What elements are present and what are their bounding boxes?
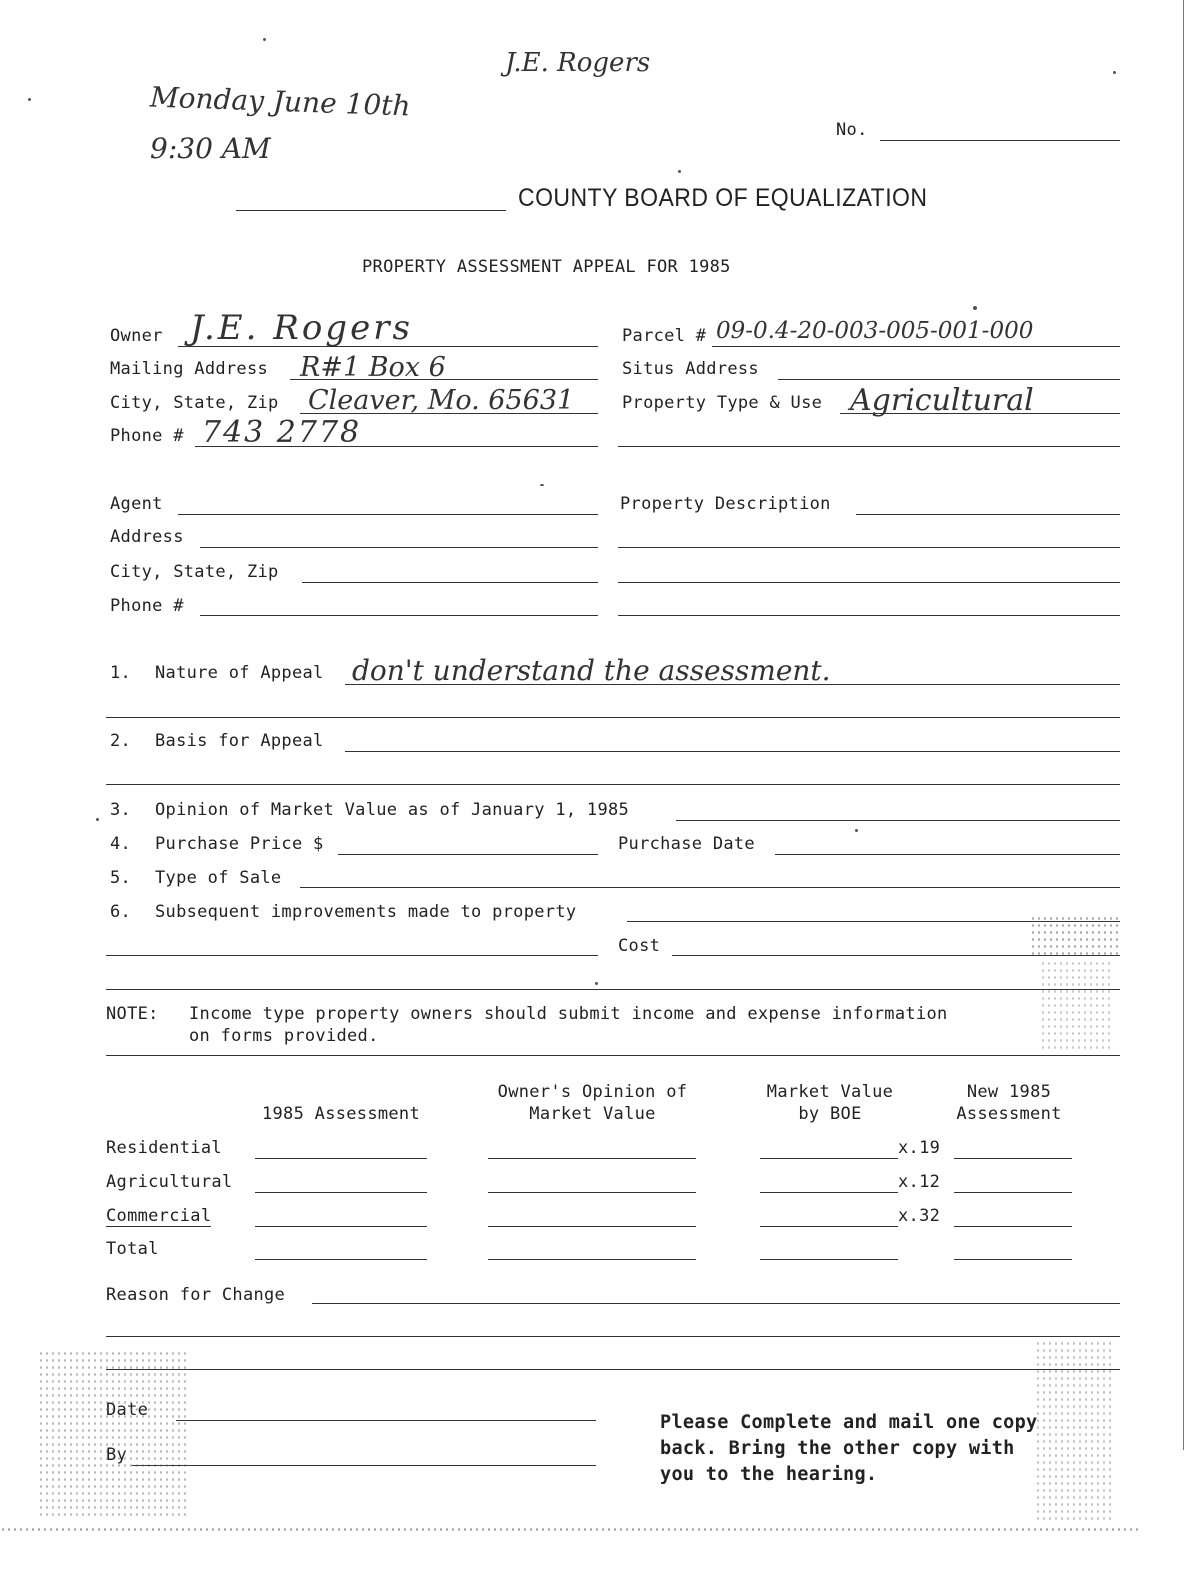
phone-value: 743 2778 <box>202 415 362 450</box>
handwritten-date: Monday June 10th <box>149 80 412 123</box>
description-line-2 <box>618 547 1120 548</box>
type-value: Agricultural <box>850 383 1034 418</box>
note-line-2: on forms provided. <box>189 1026 379 1046</box>
board-title: COUNTY BOARD OF EQUALIZATION <box>518 184 928 212</box>
speck <box>1113 71 1116 74</box>
factor-residential: x.19 <box>898 1138 941 1158</box>
type-line-2 <box>618 446 1120 447</box>
purchase-date-line <box>775 854 1120 855</box>
cell-line <box>488 1259 696 1260</box>
mailing-label: Mailing Address <box>110 359 269 379</box>
item-6-number: 6. <box>110 902 132 922</box>
by-label: By <box>106 1445 128 1465</box>
basis-line <box>345 751 1120 752</box>
note-line-1: Income type property owners should submit income and expense information <box>189 1004 948 1024</box>
col-boe-value-2: by BOE <box>798 1104 862 1124</box>
cell-line <box>954 1158 1072 1159</box>
agent-label: Agent <box>110 494 163 514</box>
nature-line-2 <box>106 717 1120 718</box>
note-label: NOTE: <box>106 1004 159 1024</box>
separator-line <box>106 989 1120 990</box>
row-agricultural: Agricultural <box>106 1172 233 1192</box>
col-new-assessment-2: Assessment <box>956 1104 1062 1124</box>
basis-label: Basis for Appeal <box>155 731 324 751</box>
scan-noise-edge <box>0 1526 1140 1534</box>
agent-address-label: Address <box>110 527 184 547</box>
owner-line <box>178 346 598 347</box>
cell-line <box>760 1158 898 1159</box>
parcel-label: Parcel # <box>622 326 707 346</box>
sale-type-label: Type of Sale <box>155 868 282 888</box>
date-line <box>176 1420 596 1421</box>
situs-label: Situs Address <box>622 359 759 379</box>
description-line-4 <box>618 615 1120 616</box>
form-subtitle: PROPERTY ASSESSMENT APPEAL FOR 1985 <box>362 257 731 277</box>
cell-line <box>255 1226 427 1227</box>
number-label: No. <box>836 120 868 140</box>
item-2-number: 2. <box>110 731 132 751</box>
mailing-line <box>290 379 598 380</box>
situs-line <box>778 379 1120 380</box>
purchase-price-line <box>338 854 598 855</box>
cell-line <box>488 1226 696 1227</box>
city-line <box>300 413 598 414</box>
item-3-number: 3. <box>110 800 132 820</box>
improvements-label: Subsequent improvements made to property <box>155 902 577 922</box>
col-new-assessment-1: New 1985 <box>966 1082 1052 1102</box>
scan-noise <box>1035 1340 1115 1520</box>
description-line-1 <box>856 514 1120 515</box>
property-description-label: Property Description <box>620 494 831 514</box>
owner-value: J.E. Rogers <box>190 308 413 348</box>
speck <box>263 38 266 41</box>
cell-line <box>954 1226 1072 1227</box>
reason-label: Reason for Change <box>106 1285 286 1305</box>
reason-line-3 <box>106 1369 1120 1370</box>
handwritten-time: 9:30 AM <box>150 132 271 165</box>
city-value: Cleaver, Mo. 65631 <box>308 385 575 416</box>
city-label: City, State, Zip <box>110 393 279 413</box>
purchase-date-label: Purchase Date <box>618 834 755 854</box>
agent-phone-line <box>200 615 598 616</box>
col-owner-opinion-2: Market Value <box>529 1104 656 1124</box>
speck <box>28 98 31 101</box>
cell-line <box>255 1192 427 1193</box>
reason-line-1 <box>312 1303 1120 1304</box>
owner-label: Owner <box>110 326 163 346</box>
by-line <box>132 1465 596 1466</box>
opinion-line <box>676 820 1120 821</box>
note-separator <box>106 1055 1120 1056</box>
col-boe-value-1: Market Value <box>766 1082 894 1102</box>
handwritten-name: J.E. Rogers <box>505 48 651 78</box>
cell-line <box>488 1192 696 1193</box>
mail-instruction-line-1: Please Complete and mail one copy <box>660 1412 1038 1433</box>
opinion-label: Opinion of Market Value as of January 1, 1985 <box>155 800 630 820</box>
nature-value: don't understand the assessment. <box>352 654 831 687</box>
type-label: Property Type & Use <box>622 393 823 413</box>
col-owner-opinion-1: Owner's Opinion of <box>497 1082 688 1102</box>
number-line <box>880 140 1120 141</box>
nature-label: Nature of Appeal <box>155 663 324 683</box>
agent-city-label: City, State, Zip <box>110 562 279 582</box>
factor-agricultural: x.12 <box>898 1172 941 1192</box>
row-total: Total <box>106 1239 159 1259</box>
cell-line <box>760 1226 898 1227</box>
type-line <box>840 413 1120 414</box>
cost-line <box>672 955 1120 956</box>
cell-line <box>760 1259 898 1260</box>
county-line <box>236 210 506 211</box>
cell-line <box>954 1192 1072 1193</box>
description-line-3 <box>618 582 1120 583</box>
purchase-price-label: Purchase Price $ <box>155 834 324 854</box>
speck <box>595 982 598 985</box>
speck <box>855 829 858 832</box>
col-1985-assessment: 1985 Assessment <box>261 1104 421 1124</box>
item-5-number: 5. <box>110 868 132 888</box>
row-commercial: Commercial <box>106 1206 212 1226</box>
parcel-line <box>712 346 1120 347</box>
date-label: Date <box>106 1400 149 1420</box>
speck <box>540 484 544 486</box>
scan-noise <box>1040 960 1110 1050</box>
agent-line <box>178 514 598 515</box>
cell-line <box>255 1259 427 1260</box>
speck <box>96 818 99 821</box>
cost-label: Cost <box>618 936 661 956</box>
basis-line-2 <box>106 784 1120 785</box>
sale-type-line <box>300 887 1120 888</box>
mail-instruction-line-3: you to the hearing. <box>660 1464 878 1485</box>
phone-label: Phone # <box>110 426 184 446</box>
page-edge <box>1183 0 1184 1450</box>
item-1-number: 1. <box>110 663 132 683</box>
nature-line <box>345 684 1120 685</box>
scan-noise <box>1030 915 1120 955</box>
cell-line <box>954 1259 1072 1260</box>
improvements-line-2 <box>106 955 598 956</box>
parcel-value: 09-0.4-20-003-005-001-000 <box>716 318 1034 344</box>
row-residential: Residential <box>106 1138 222 1158</box>
mailing-value: R#1 Box 6 <box>300 352 446 383</box>
speck <box>678 170 681 173</box>
cell-line <box>255 1158 427 1159</box>
item-4-number: 4. <box>110 834 132 854</box>
mail-instruction-line-2: back. Bring the other copy with <box>660 1438 1015 1459</box>
factor-commercial: x.32 <box>898 1206 941 1226</box>
agent-city-line <box>302 582 598 583</box>
cell-line <box>760 1192 898 1193</box>
agent-phone-label: Phone # <box>110 596 184 616</box>
cell-line <box>488 1158 696 1159</box>
phone-line <box>195 446 598 447</box>
speck <box>973 306 977 310</box>
scan-noise <box>38 1350 188 1520</box>
reason-line-2 <box>106 1336 1120 1337</box>
agent-address-line <box>200 547 598 548</box>
